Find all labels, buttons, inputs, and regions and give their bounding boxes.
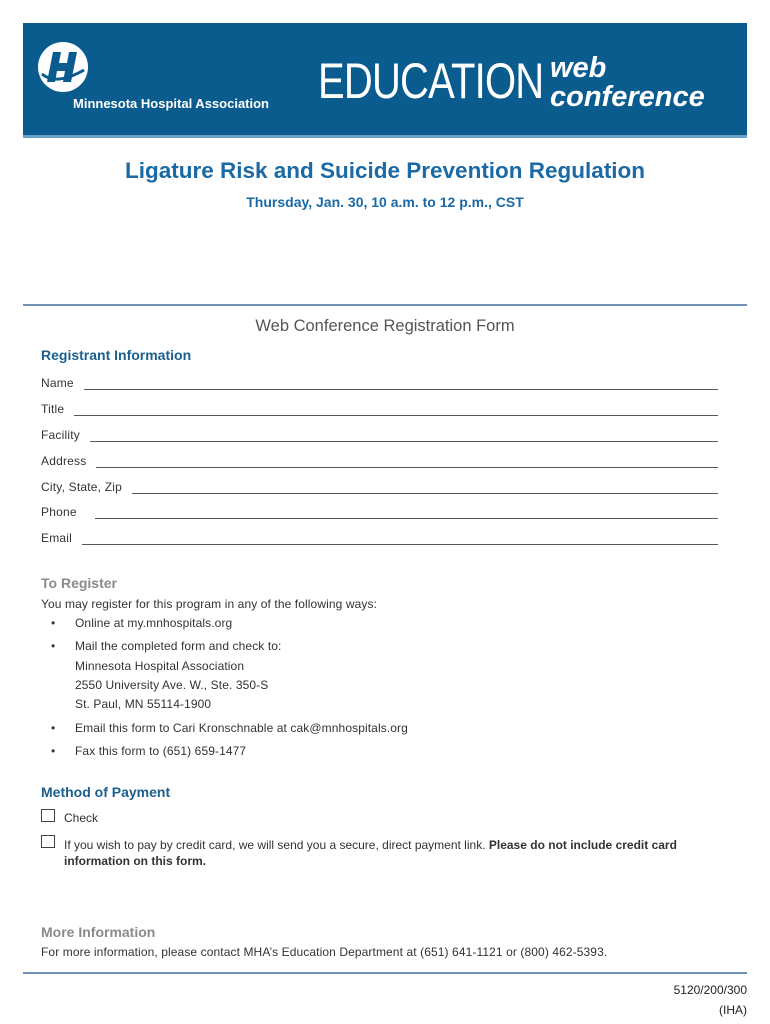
mha-h-logo-icon: [36, 40, 90, 94]
payment-heading: Method of Payment: [41, 784, 171, 800]
credit-card-warning-cont: [64, 854, 206, 868]
check-label: Check: [64, 811, 99, 825]
write-line[interactable]: [74, 404, 718, 416]
divider-top: [23, 304, 747, 306]
org-name: Minnesota Hospital Association: [73, 96, 269, 111]
more-info-text: For more information, please contact MHA’s Education Department at (651) 641-1121 or (800) 462-5393.: [41, 945, 608, 959]
education-wordmark: EDUCATION: [318, 53, 544, 109]
register-intro: You may register for this program in any of the following ways:: [41, 597, 378, 611]
credit-card-checkbox[interactable]: [41, 835, 55, 848]
address-field[interactable]: [41, 452, 718, 468]
web-wordmark: web: [550, 52, 607, 84]
bullet: •: [51, 639, 56, 653]
check-checkbox[interactable]: [41, 809, 55, 822]
write-line[interactable]: [90, 430, 718, 442]
credit-card-warning-line2: information on this form.: [64, 854, 206, 868]
bullet: •: [51, 616, 56, 630]
divider-bottom: [23, 972, 747, 974]
field-label: Address: [41, 454, 87, 468]
form-tag: (IHA): [719, 1003, 747, 1017]
facility-field[interactable]: [41, 426, 718, 442]
city-state-zip-field[interactable]: [41, 478, 718, 494]
field-label: City, State, Zip: [41, 480, 123, 494]
write-line[interactable]: [95, 507, 718, 519]
write-line[interactable]: [96, 456, 718, 468]
field-label: Title: [41, 402, 65, 416]
write-line[interactable]: [84, 378, 718, 390]
register-mail: Mail the completed form and check to:: [75, 639, 282, 653]
write-line[interactable]: [82, 533, 718, 545]
form-title: Web Conference Registration Form: [255, 317, 515, 335]
register-heading: To Register: [41, 575, 117, 591]
register-fax: Fax this form to (651) 659-1477: [75, 744, 247, 758]
field-label: Name: [41, 376, 74, 390]
mail-address-line: St. Paul, MN 55114-1900: [75, 697, 212, 711]
register-online: Online at my.mnhospitals.org: [75, 616, 233, 630]
registrant-heading: Registrant Information: [41, 347, 192, 363]
mail-address-line: Minnesota Hospital Association: [75, 659, 245, 673]
field-label: Email: [41, 531, 73, 545]
title-field[interactable]: [41, 400, 718, 416]
event-date: Thursday, Jan. 30, 10 a.m. to 12 p.m., CST: [246, 194, 524, 210]
header-stripe: [23, 135, 747, 138]
more-info-heading: More Information: [41, 924, 156, 940]
email-field[interactable]: [41, 529, 718, 545]
conference-wordmark: conference: [550, 81, 705, 113]
bullet: •: [51, 721, 56, 735]
bullet: •: [51, 744, 56, 758]
register-email: Email this form to Cari Kronschnable at cak@mnhospitals.org: [75, 721, 408, 735]
mail-address-line: 2550 University Ave. W., Ste. 350-S: [75, 678, 269, 692]
write-line[interactable]: [132, 482, 718, 494]
phone-field[interactable]: [41, 503, 718, 519]
field-label: Phone: [41, 505, 77, 519]
name-field[interactable]: [41, 374, 718, 390]
credit-card-text: [64, 838, 677, 852]
credit-card-warning: Please do not include credit card: [488, 838, 677, 852]
credit-card-note: If you wish to pay by credit card, we will send you a secure, direct payment link.: [64, 838, 486, 852]
event-title: Ligature Risk and Suicide Prevention Regulation: [124, 158, 646, 183]
form-code: 5120/200/300: [673, 983, 747, 997]
field-label: Facility: [41, 428, 80, 442]
